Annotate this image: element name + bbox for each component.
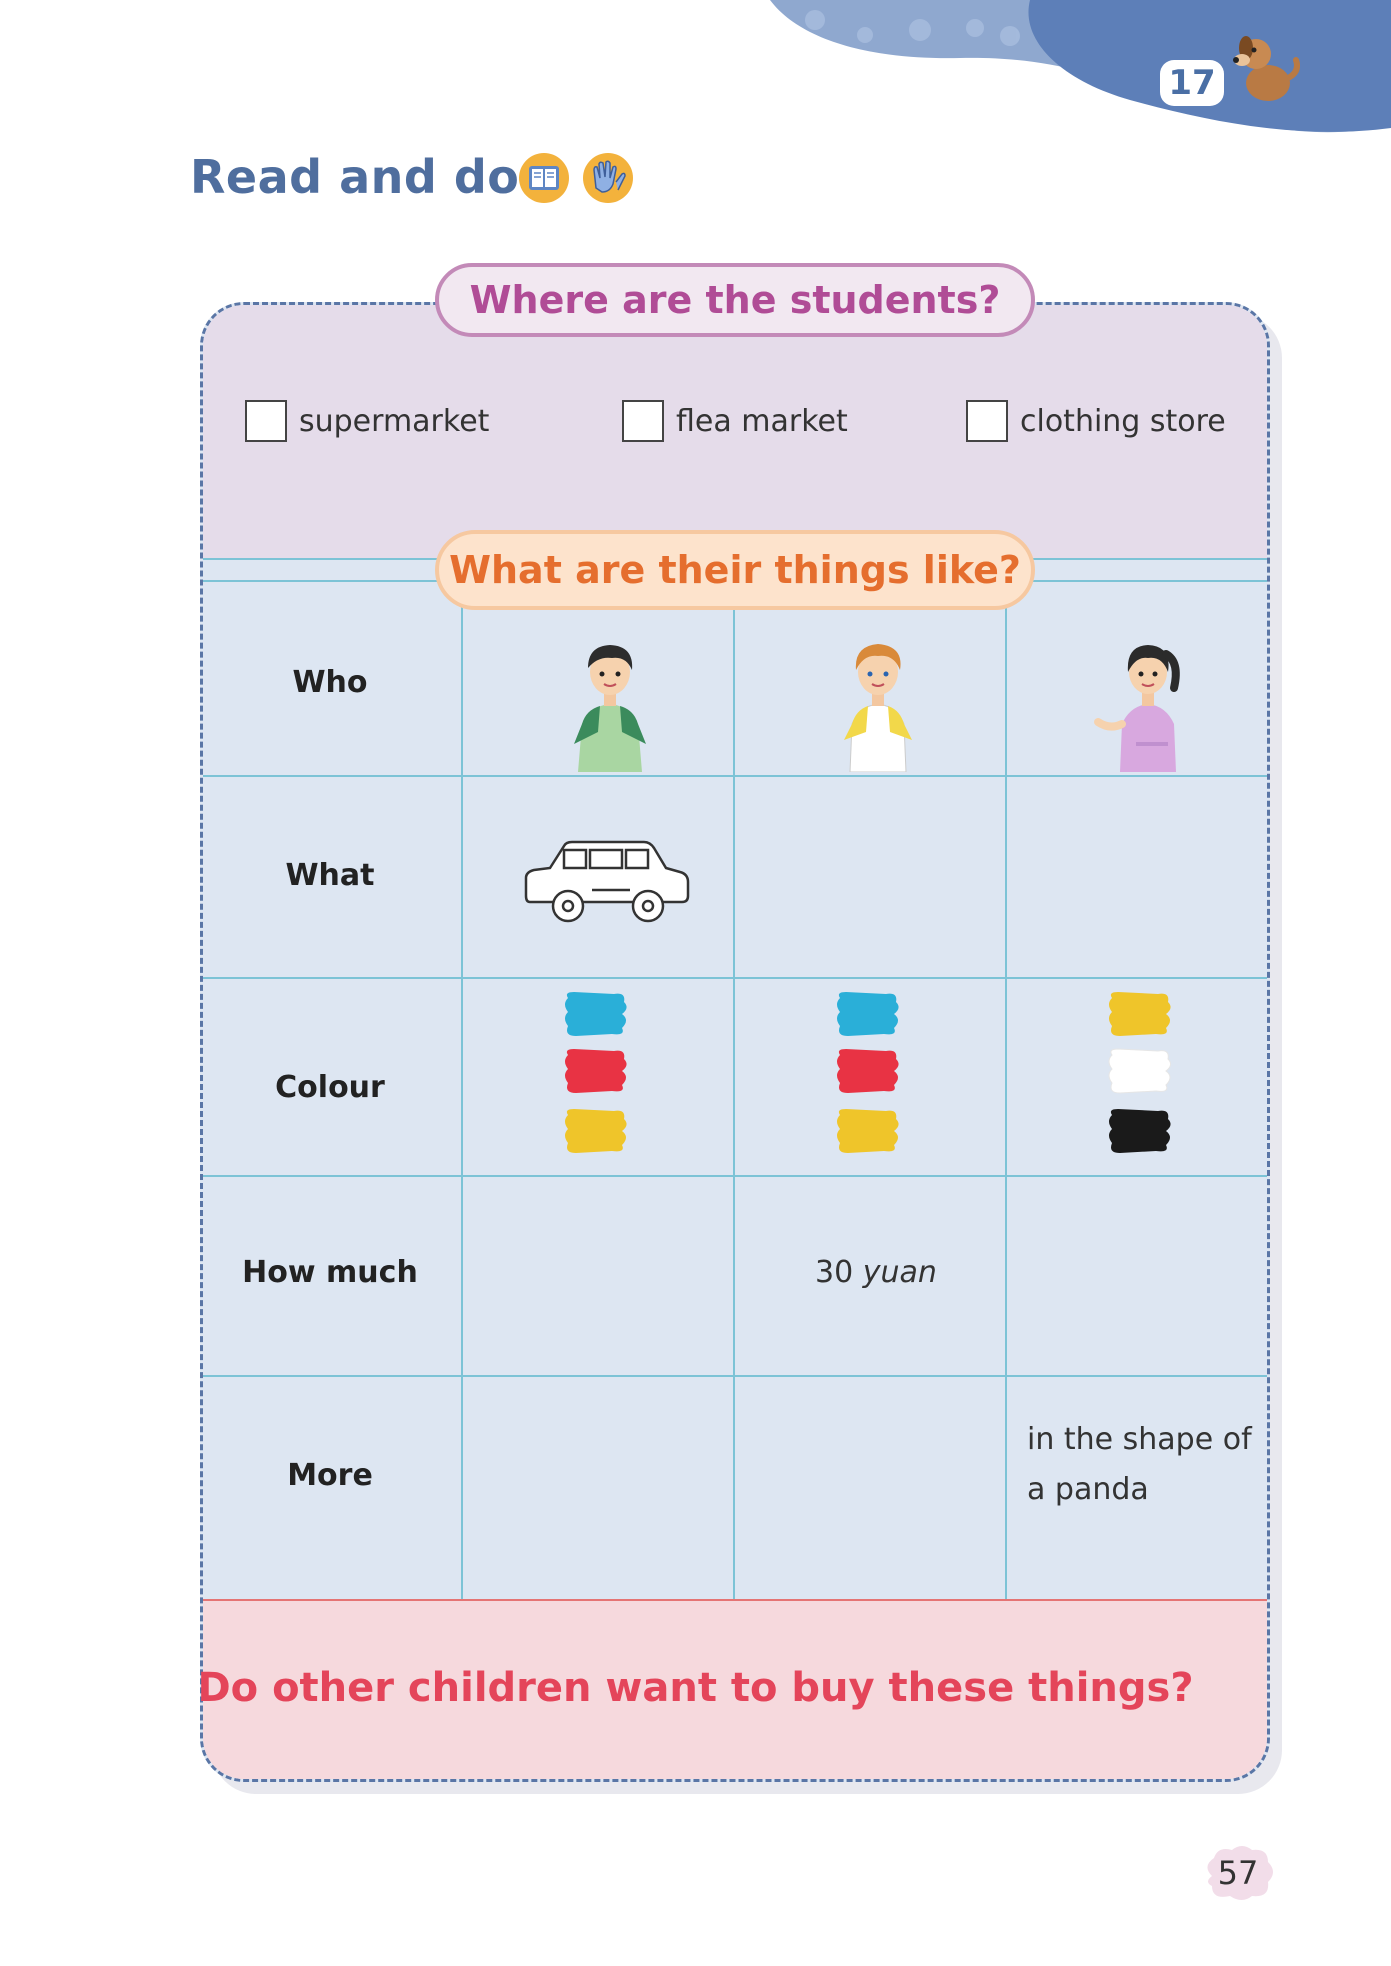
hands-icon xyxy=(582,152,634,204)
flea-market-checkbox[interactable] xyxy=(622,400,664,442)
worksheet-card xyxy=(200,302,1270,1782)
row-label-colour: Colour xyxy=(275,1070,385,1105)
colour-swatch xyxy=(1104,1105,1176,1157)
colour-swatch xyxy=(560,1045,632,1097)
price-unit: yuan xyxy=(862,1255,937,1290)
boy-yellow-shirt-illustration xyxy=(828,632,928,772)
colour-swatch xyxy=(832,988,904,1040)
option-clothing-store[interactable] xyxy=(966,396,1226,446)
page-number: 57 xyxy=(1217,1854,1259,1892)
colour-swatch xyxy=(560,1105,632,1157)
grid-line xyxy=(203,977,1267,979)
grid-line xyxy=(461,580,463,1605)
row-label-who: Who xyxy=(292,665,368,700)
footer-question: Do other children want to buy these things? xyxy=(197,1665,1194,1711)
unit-number-badge: 17 xyxy=(1160,60,1224,106)
option-label: supermarket xyxy=(299,403,490,439)
colour-swatch xyxy=(1104,988,1176,1040)
more-line-1: in the shape of xyxy=(1027,1422,1252,1457)
price-text xyxy=(815,1255,937,1290)
row-label-more: More xyxy=(287,1458,373,1493)
girl-purple-shirt-illustration xyxy=(1080,632,1200,772)
colour-swatch xyxy=(832,1045,904,1097)
grid-line xyxy=(203,775,1267,777)
dog-icon xyxy=(1228,28,1300,106)
clothing-store-checkbox[interactable] xyxy=(966,400,1008,442)
row-label-how-much: How much xyxy=(242,1255,418,1290)
colour-swatch xyxy=(832,1105,904,1157)
option-supermarket[interactable] xyxy=(245,396,489,446)
more-line-2: a panda xyxy=(1027,1472,1149,1507)
supermarket-checkbox[interactable] xyxy=(245,400,287,442)
boy-green-shirt-illustration xyxy=(560,632,660,772)
colour-swatch xyxy=(1104,1045,1176,1097)
option-label: clothing store xyxy=(1020,403,1226,439)
grid-line xyxy=(203,1375,1267,1377)
row-label-what: What xyxy=(285,858,375,893)
grid-line xyxy=(203,1175,1267,1177)
things-prompt: What are their things like? xyxy=(435,530,1035,610)
price-number: 30 xyxy=(815,1255,854,1290)
book-icon xyxy=(518,152,570,204)
grid-line xyxy=(1005,580,1007,1605)
option-label: flea market xyxy=(676,403,848,439)
where-prompt: Where are the students? xyxy=(435,263,1035,337)
section-title: Read and do xyxy=(190,150,520,204)
colour-swatch xyxy=(560,988,632,1040)
option-flea-market[interactable] xyxy=(622,396,848,446)
car-icon xyxy=(520,838,692,928)
grid-line xyxy=(733,580,735,1605)
